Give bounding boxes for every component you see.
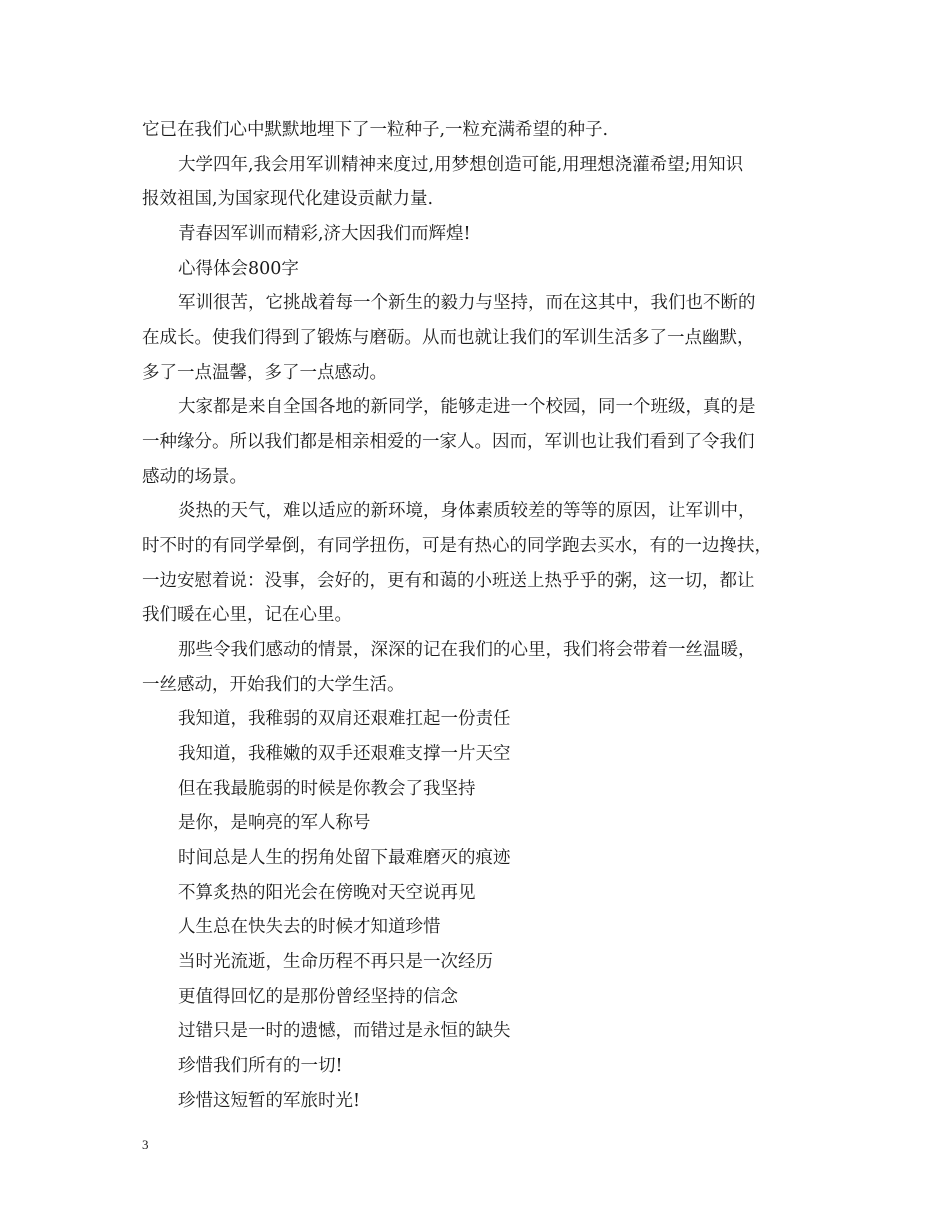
text-line: 我们暖在心里，记在心里。 xyxy=(142,605,352,625)
poem-line: 珍惜这短暂的军旅时光! xyxy=(178,1091,361,1111)
poem-line: 我知道，我稚弱的双肩还艰难扛起一份责任 xyxy=(178,709,511,729)
text-line: 炎热的天气，难以适应的新环境，身体素质较差的等等的原因，让军训中， xyxy=(178,501,756,521)
text-line: 大学四年,我会用军训精神来度过,用梦想创造可能,用理想浇灌希望;用知识 xyxy=(178,155,744,175)
poem-line: 当时光流逝，生命历程不再只是一次经历 xyxy=(178,952,493,972)
text-line: 一边安慰着说：没事，会好的，更有和蔼的小班送上热乎乎的粥，这一切，都让 xyxy=(142,571,755,591)
text-line: 它已在我们心中默默地埋下了一粒种子,一粒充满希望的种子. xyxy=(142,120,609,140)
poem-line: 我知道，我稚嫩的双手还艰难支撑一片天空 xyxy=(178,744,511,764)
text-line: 大家都是来自全国各地的新同学，能够走进一个校园，同一个班级，真的是 xyxy=(178,397,756,417)
poem-line: 过错只是一时的遗憾，而错过是永恒的缺失 xyxy=(178,1021,511,1041)
poem-line: 但在我最脆弱的时候是你教会了我坚持 xyxy=(178,779,476,799)
poem-line: 人生总在快失去的时候才知道珍惜 xyxy=(178,917,441,937)
page-number: 3 xyxy=(142,1137,149,1152)
poem-line: 不算炙热的阳光会在傍晚对天空说再见 xyxy=(178,883,476,903)
text-line: 一种缘分。所以我们都是相亲相爱的一家人。因而，军训也让我们看到了令我们 xyxy=(142,432,755,452)
text-line: 一丝感动，开始我们的大学生活。 xyxy=(142,675,405,695)
text-line: 青春因军训而精彩,济大因我们而辉煌! xyxy=(178,224,471,244)
section-heading: 心得体会800字 xyxy=(178,259,299,279)
poem-line: 更值得回忆的是那份曾经坚持的信念 xyxy=(178,987,458,1007)
poem-line: 是你，是响亮的军人称号 xyxy=(178,813,371,833)
poem-line: 时间总是人生的拐角处留下最难磨灭的痕迹 xyxy=(178,848,511,868)
text-line: 多了一点温馨，多了一点感动。 xyxy=(142,363,387,383)
text-line: 那些令我们感动的情景，深深的记在我们的心里，我们将会带着一丝温暖， xyxy=(178,640,756,660)
text-line: 在成长。使我们得到了锻炼与磨砺。从而也就让我们的军训生活多了一点幽默， xyxy=(142,328,755,348)
poem-line: 珍惜我们所有的一切! xyxy=(178,1056,343,1076)
text-line: 时不时的有同学晕倒，有同学扭伤，可是有热心的同学跑去买水，有的一边搀扶， xyxy=(142,536,772,556)
text-line: 军训很苦，它挑战着每一个新生的毅力与坚持，而在这其中，我们也不断的 xyxy=(178,293,756,313)
text-line: 报效祖国,为国家现代化建设贡献力量. xyxy=(142,189,434,209)
text-line: 感动的场景。 xyxy=(142,467,247,487)
